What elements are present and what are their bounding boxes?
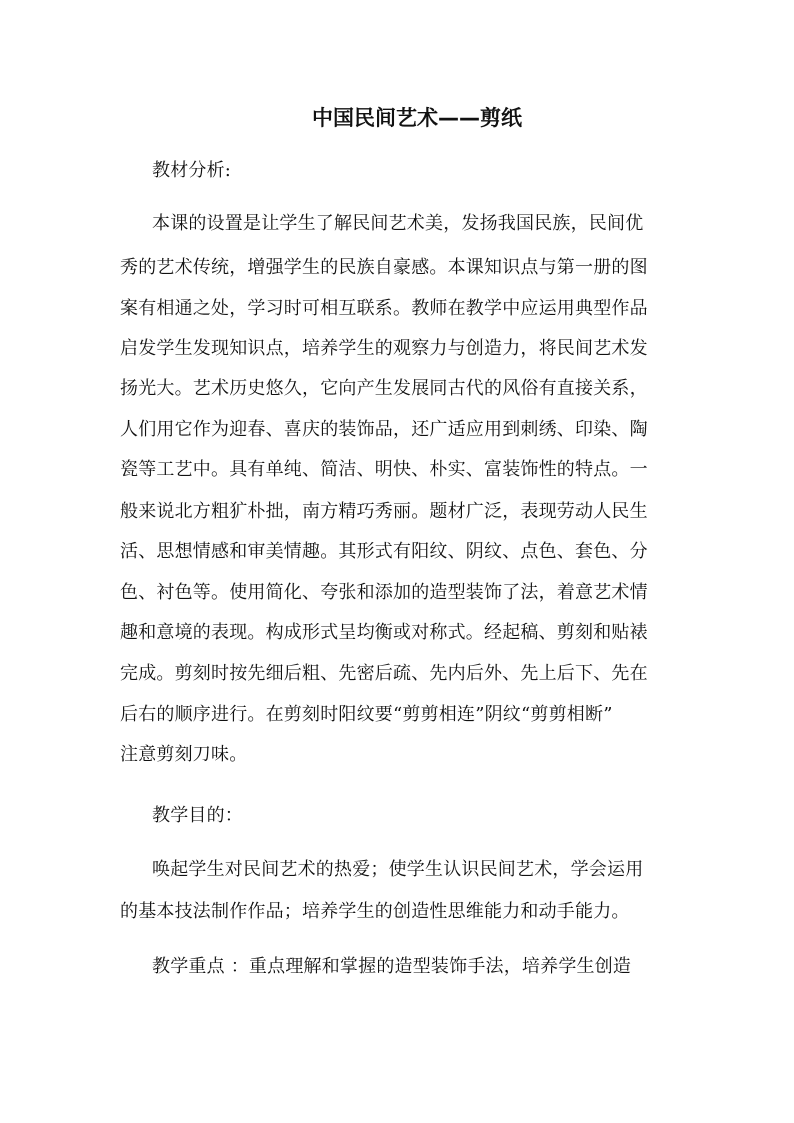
paragraph-line: 完成。剪刻时按先细后粗、先密后疏、先内后外、先上后下、先在 <box>120 663 648 684</box>
paragraph-line: 人们用它作为迎春、喜庆的装饰品，还广适应用到刺绣、印染、陶 <box>120 419 648 440</box>
paragraph-line: 的基本技法制作作品；培养学生的创造性思维能力和动手能力。 <box>120 901 630 922</box>
paragraph-line: 活、思想情感和审美情趣。其形式有阳纹、阴纹、点色、套色、分 <box>120 541 648 562</box>
section-heading-objectives: 教学目的： <box>152 805 243 826</box>
paragraph-line: 趣和意境的表现。构成形式呈均衡或对称式。经起稿、剪刻和贴裱 <box>120 622 648 643</box>
section-heading-analysis: 教材分析: <box>152 160 232 181</box>
paragraph-line: 色、衬色等。使用简化、夸张和添加的造型装饰了法，着意艺术情 <box>120 582 648 603</box>
paragraph-line: 注意剪刻刀味。 <box>120 744 248 765</box>
paragraph-line: 般来说北方粗犷朴拙，南方精巧秀丽。题材广泛，表现劳动人民生 <box>120 501 648 522</box>
paragraph-line: 唤起学生对民间艺术的热爱；使学生认识民间艺术，学会运用 <box>152 859 644 880</box>
paragraph-line: 瓷等工艺中。具有单纯、简洁、明快、朴实、富装饰性的特点。一 <box>120 459 648 480</box>
paragraph-line: 启发学生发现知识点，培养学生的观察力与创造力，将民间艺术发 <box>120 338 648 359</box>
paragraph-line: 后右的顺序进行。在剪刻时阳纹要“剪剪相连”阴纹“剪剪相断” <box>120 704 613 725</box>
paragraph-line: 扬光大。艺术历史悠久，它向产生发展同古代的风俗有直接关系， <box>120 378 648 399</box>
paragraph-line: 案有相通之处，学习时可相互联系。教师在教学中应运用典型作品 <box>120 298 648 319</box>
page-title: 中国民间艺术——剪纸 <box>312 106 522 130</box>
paragraph-line: 秀的艺术传统，增强学生的民族自豪感。本课知识点与第一册的图 <box>120 257 648 278</box>
section-heading-key-points: 教学重点 ：重点理解和掌握的造型装饰手法，培养学生创造 <box>152 956 632 977</box>
paragraph-line: 本课的设置是让学生了解民间艺术美，发扬我国民族，民间优 <box>152 213 644 234</box>
